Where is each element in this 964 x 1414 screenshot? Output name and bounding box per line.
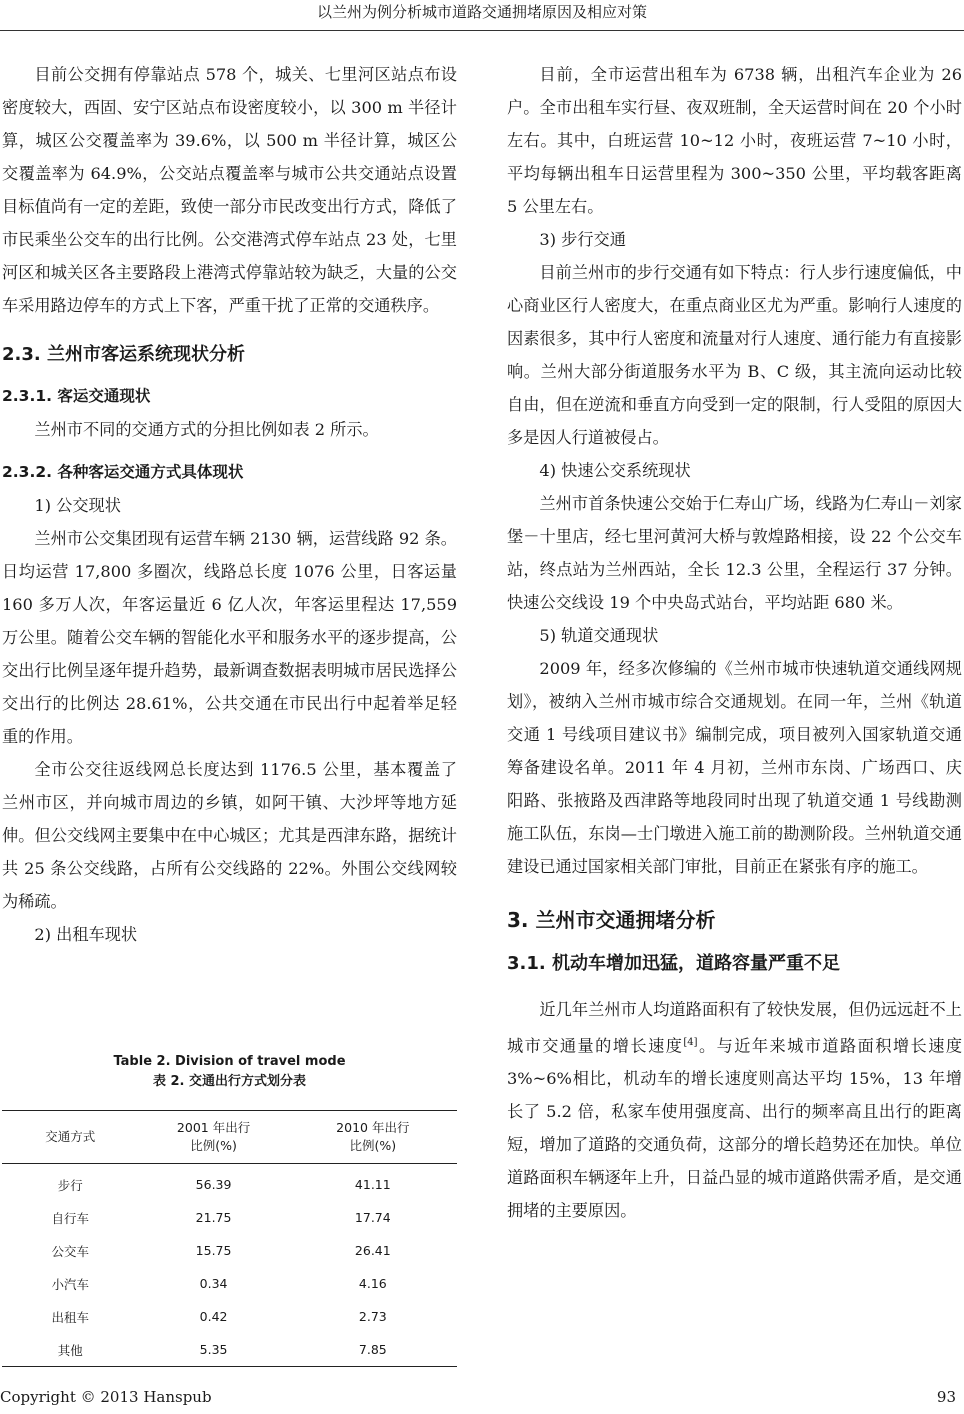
paragraph-congestion-part-b: 。与近年来城市道路面积增长速度 3%~6%相比，机动车的增长速度则高达平均 15%，13 年增长了 5.2 倍，私家车使用强度高、出行的频率高且出行的距离短，增加了道路的交通负荷，这部分的增长趋势还在加快。单位道路面积车辆逐年上升，日益凸显的城市道路供需矛盾，是交通拥堵的主要原因。 [507,1036,963,1221]
table-row [2,1164,457,1202]
table-row [2,1234,457,1267]
table-cell: 小汽车 [51,1276,89,1292]
citation-ref[interactable]: [4] [683,1037,698,1048]
table-cell: 出租车 [51,1309,89,1325]
table-cell: 其他 [57,1342,83,1358]
paragraph-bus-network: 全市公交往返线网总长度达到 1176.5 公里，基本覆盖了兰州市区，并向城市周边的乡镇，如阿干镇、大沙坪等地方延伸。但公交线网主要集中在中心城区；尤其是西津东路，据统计共 25 条公交线路，占所有公交线路的 22%。外围公交线网较为稀疏。 [2,760,457,911]
table-row [2,1267,457,1300]
table-cell: 4.16 [358,1276,387,1291]
footer-copyright: Copyright © 2013 Hanspub [0,1388,212,1406]
subheading-walking: 3) 步行交通 [539,230,626,249]
table-caption-zh: 表 2. 交通出行方式划分表 [152,1074,307,1089]
table-caption-en: Table 2. Division of travel mode [113,1054,346,1069]
paragraph-rail: 2009 年，经多次修编的《兰州市城市快速轨道交通线网规划》，被纳入兰州市城市综合交通规划。在同一年，兰州《轨道交通 1 号线项目建议书》编制完成，项目被列入国家轨道交通筹备建设名单。2011 年 4 月初，兰州市东岗、广场西口、庆阳路、张掖路及西津路等地段同时出现了轨道交通 1 号线勘测施工队伍，东岗—士门墩进入施工前的勘测阶段。兰州轨道交通建设已通过国家相关部门审批，目前正在紧张有序的施工。 [507,659,962,876]
table-cell: 自行车 [51,1210,89,1226]
table-cell: 公交车 [51,1243,89,1259]
left-column [2,58,457,951]
section-heading-2-3-1: 2.3.1. 客运交通现状 [2,387,151,405]
paragraph-bus-stops: 目前公交拥有停靠站点 578 个，城关、七里河区站点布设密度较大，西固、安宁区站点布设密度较小，以 300 m 半径计算，城区公交覆盖率为 39.6%，以 500 m 半径计算，城区公交覆盖率为 64.9%，公交站点覆盖率与城市公共交通站点设置目标值尚有一定的差距，致使一部分市民改变出行方式，降低了市民乘坐公交车的出行比例。公交港湾式停车站点 23 处，七里河区和城关区各主要路段上港湾式停靠站较为缺乏，大量的公交车采用路边停车的方式上下客，严重干扰了正常的交通秩序。 [2,65,457,315]
section-heading-3-1: 3.1. 机动车增加迅猛，道路容量严重不足 [507,953,840,974]
subheading-rail: 5) 轨道交通现状 [539,626,659,645]
subheading-brt: 4) 快速公交系统现状 [539,461,691,480]
section-heading-3: 3. 兰州市交通拥堵分析 [507,908,716,932]
subheading-bus: 1) 公交现状 [34,496,121,515]
header-rule [0,30,964,31]
table-cell: 2.73 [358,1309,387,1324]
table-header-mode: 交通方式 [45,1129,96,1144]
travel-mode-table [2,1110,457,1367]
table-header-2001: 2001 年出行 比例(%) [176,1120,251,1153]
table-cell: 0.34 [199,1276,228,1291]
paragraph-taxi-status: 目前，全市运营出租车为 6738 辆，出租汽车企业为 26 户。全市出租车实行昼、夜双班制，全天运营时间在 20 个小时左右。其中，白班运营 10~12 小时，夜班运营 7~10 小时，平均每辆出租车日运营里程为 300~350 公里，平均载客距离 5 公里左右。 [507,65,962,216]
paragraph-congestion [507,993,962,1227]
table-cell: 26.41 [354,1243,391,1258]
paragraph-bus-status: 兰州市公交集团现有运营车辆 2130 辆，运营线路 92 条。日均运营 17,800 多圈次，线路总长度 1076 公里，日客运量 160 多万人次，年客运量近 6 亿人次，年客运里程达 17,559 万公里。随着公交车辆的智能化水平和服务水平的逐步提高，公交出行比例呈逐年提升趋势，最新调查数据表明城市居民选择公交出行的比例达 28.61%，公共交通在市民出行中起着举足轻重的作用。 [2,529,457,746]
table-cell: 7.85 [358,1342,387,1357]
table-cell: 41.11 [354,1177,391,1192]
table-cell: 0.42 [199,1309,228,1324]
paragraph-brt: 兰州市首条快速公交始于仁寿山广场，线路为仁寿山－刘家堡－十里店，经七里河黄河大桥与敦煌路相接，设 22 个公交车站，终点站为兰州西站，全长 12.3 公里，全程运行 37 分钟。快速公交线设 19 个中央岛式站台，平均站距 680 米。 [507,494,962,612]
table-cell: 21.75 [195,1210,232,1225]
table-cell: 步行 [57,1177,83,1193]
table-row [2,1300,457,1333]
page-number: 93 [936,1388,956,1406]
table-cell: 17.74 [354,1210,391,1225]
paragraph-walking: 目前兰州市的步行交通有如下特点：行人步行速度偏低，中心商业区行人密度大，在重点商业区尤为严重。影响行人速度的因素很多，其中行人密度和流量对行人速度、通行能力有直接影响。兰州大部分街道服务水平为 B、C 级，其主流向运动比较自由，但在逆流和垂直方向受到一定的限制，行人受阻的原因大多是因人行道被侵占。 [507,263,962,447]
table-cell: 5.35 [199,1342,228,1357]
paragraph-congestion-part-a: 近几年兰州市人均道路面积有了较快发展，但仍远远赶不上城市交通量的增长速度 [507,1000,962,1056]
paragraph-table-ref: 兰州市不同的交通方式的分担比例如表 2 所示。 [34,420,379,439]
subheading-taxi: 2) 出租车现状 [34,925,138,944]
section-heading-2-3: 2.3. 兰州市客运系统现状分析 [2,344,245,365]
running-header: 以兰州为例分析城市道路交通拥堵原因及相应对策 [316,3,647,21]
table-header-2010: 2010 年出行 比例(%) [336,1120,410,1153]
table-row [2,1333,457,1367]
section-heading-2-3-2: 2.3.2. 各种客运交通方式具体现状 [2,463,244,481]
table-cell: 15.75 [195,1243,232,1258]
table-row [2,1201,457,1234]
right-column [507,58,962,1227]
table-cell: 56.39 [195,1177,232,1192]
